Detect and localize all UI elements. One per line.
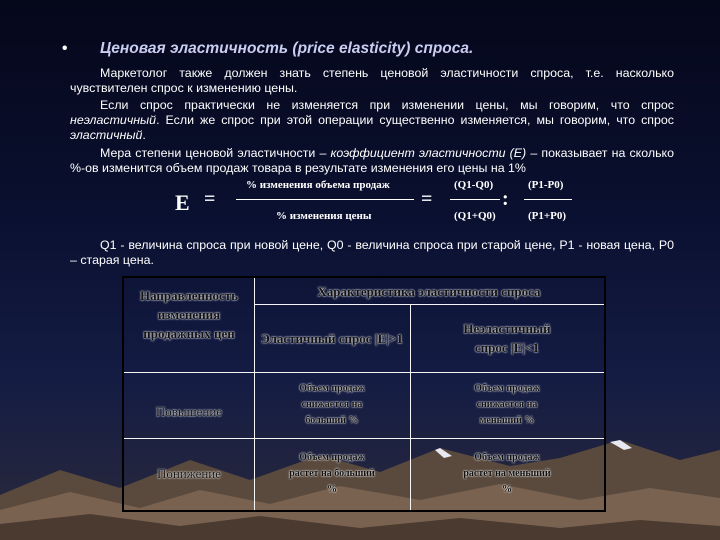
- paragraph-1-text: Маркетолог также должен знать степень ценовой эластичности спроса, т.е. насколько чувствителен спрос к изменению цены.: [70, 66, 674, 95]
- row-increase-inelastic: Объем продаж снижается на меньший %: [474, 383, 540, 426]
- paragraph-2-term-inelastic: неэластичный: [70, 113, 157, 127]
- paragraph-2-term-elastic: эластичный: [70, 128, 143, 142]
- paragraph-4-text: Q1 - величина спроса при новой цене, Q0 - величина спроса при старой цене, P1 - новая цена, P0 – старая цена.: [70, 238, 674, 267]
- row-decrease-elastic: Объем продаж растет на больший %: [289, 452, 375, 495]
- elasticity-table: [122, 276, 606, 512]
- paragraph-2-part-c: .: [142, 128, 146, 142]
- title-text: Ценовая эластичность (price elasticity) спроса.: [100, 40, 474, 57]
- paragraph-3-part-b: – показывает на сколько %-ов изменится объем продаж товара в результате изменения его цены на 1%: [70, 146, 674, 175]
- paragraph-3-term-coefficient: коэффициент эластичности (E): [330, 146, 527, 160]
- paragraph-2: [70, 98, 674, 143]
- formula-lhs: E: [175, 190, 190, 215]
- header-elastic: Эластичный спрос |E|>1: [260, 330, 404, 346]
- formula-denominator-2: (Q1+Q0): [454, 210, 496, 222]
- row-decrease-inelastic: Объем продаж растет на меньший %: [463, 452, 551, 495]
- table-hline-header: [254, 304, 604, 305]
- header-direction: Направленность изменения продажных цен: [139, 287, 239, 341]
- header-inelastic: Неэластичный спрос |E|<1: [463, 321, 551, 355]
- paragraph-3-part-a: Мера степени ценовой эластичности –: [100, 146, 331, 160]
- header-characteristic: Характеристика эластичности спроса: [317, 283, 541, 299]
- paragraph-1: [70, 66, 674, 96]
- formula-equals-1: =: [204, 188, 216, 210]
- row-increase-elastic: Объем продаж снижается на больший %: [299, 383, 365, 426]
- paragraph-2-part-a: Если спрос практически не изменяется при изменении цены, мы говорим, что спрос: [100, 98, 674, 112]
- row-label-decrease: Понижение: [156, 466, 222, 481]
- paragraph-4: [70, 238, 674, 268]
- formula-divide: :: [502, 188, 509, 210]
- formula-fraction-bar-1: [236, 199, 414, 200]
- formula-fraction-bar-3: [524, 199, 572, 200]
- formula-numerator-3: (P1-P0): [528, 179, 564, 191]
- slide-title: [62, 40, 702, 58]
- formula-denominator-1: % изменения цены: [276, 210, 372, 222]
- formula-denominator-3: (P1+P0): [528, 210, 567, 222]
- formula-fraction-bar-2: [450, 199, 500, 200]
- formula-equals-2: =: [421, 188, 433, 210]
- formula-numerator-2: (Q1-Q0): [454, 179, 494, 191]
- title-bullet: •: [62, 40, 68, 57]
- row-label-increase: Повышение: [155, 404, 223, 419]
- elasticity-formula: [0, 176, 720, 226]
- paragraph-3: [70, 146, 674, 176]
- paragraph-2-part-b: . Если же спрос при этой операции существенно изменяется, мы говорим, что спрос: [156, 113, 674, 127]
- formula-numerator-1: % изменения объема продаж: [246, 179, 390, 191]
